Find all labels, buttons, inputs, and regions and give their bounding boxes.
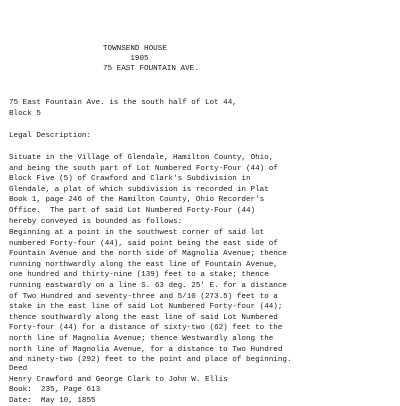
intro-block [9, 98, 237, 119]
paragraph-line: Forty-four (44) for a distance of sixty-two (62) feet to the [9, 324, 283, 333]
paragraph-line: running eastwardly on a line S. 63 deg. 25' E. for a distance [9, 281, 287, 290]
deed-date: Date: May 10, 1855 [9, 396, 96, 405]
paragraph-line: Book 1, page 246 of the Hamilton County, Ohio Recorder's [9, 196, 265, 205]
paragraph-situate [9, 153, 278, 227]
paragraph-line: Situate in the Village of Glendale, Hamilton County, Ohio, [9, 154, 274, 162]
paragraph-line: one hundred and thirty-nine (139) feet to a stake; thence [9, 271, 269, 280]
paragraph-beginning [9, 228, 292, 366]
header-year: 1905 [103, 55, 149, 63]
paragraph-line: Beginning at a point in the southwest corner of said lot [9, 229, 265, 237]
paragraph-line: Block Five (5) of Crawford and Clark's Subdivision in [9, 175, 251, 184]
paragraph-line: hereby conveyed is bounded as follows: [9, 217, 183, 226]
intro-line: Block 5 [9, 109, 41, 118]
intro-line: 75 East Fountain Ave. is the south half of Lot 44, [9, 99, 237, 107]
paragraph-line: and ninety-two (292) feet to the point and place of beginning. [9, 356, 292, 365]
deed-heading: Deed [9, 365, 28, 373]
document-header [103, 44, 199, 74]
paragraph-line: north line of Magnolia Avenue; thence Westwardly along the [9, 334, 274, 343]
paragraph-line: stake in the east line of said Lot Numbered Forty-four (44); [9, 303, 283, 312]
legal-heading-block [9, 131, 91, 142]
paragraph-line: thence southwardly along the east line of said Lot Numbered [9, 313, 278, 322]
legal-heading: Legal Description: [9, 132, 92, 140]
paragraph-line: running northwardly along the east line of Fountain Avenue, [9, 260, 278, 269]
paragraph-line: Office. The part of said Lot Numbered Forty-Four (44) [9, 206, 256, 215]
paragraph-line: and being the south part of Lot Numbered Forty-Four (44) of [9, 164, 278, 173]
paragraph-line: Fountain Avenue and the north side of Magnolia Avenue; thence [9, 250, 287, 259]
paragraph-line: north line of Magnolia Avenue, for a distance to Two Hundred [9, 345, 283, 354]
deed-parties: Henry Crawford and George Clark to John W. Ellis [9, 375, 228, 384]
header-address: 75 EAST FOUNTAIN AVE. [103, 65, 199, 73]
deed-book: Book: 235, Page 613 [9, 386, 101, 395]
paragraph-line: Glendale, a plat of which subdivision is recorded in Plat [9, 185, 269, 194]
paragraph-line: of Two Hundred and seventy-three and 5/10 (273.5) feet to a [9, 292, 278, 301]
paragraph-line: numbered Forty-four (44), said point being the east side of [9, 239, 278, 248]
header-title: TOWNSEND HOUSE [103, 45, 167, 53]
